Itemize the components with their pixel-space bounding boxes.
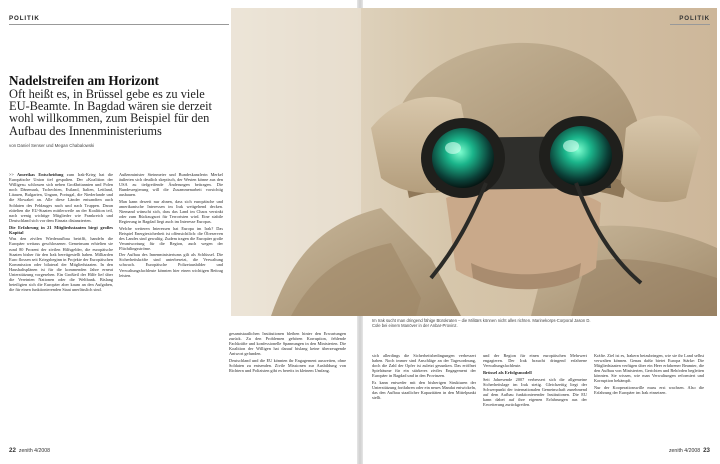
lead-in: >> Amerikas Entscheidung: [9, 172, 64, 177]
magazine-issue-left: zenith 4/2008: [18, 448, 51, 454]
page-number-right: 23: [703, 447, 710, 454]
section-rule-right: [670, 24, 710, 25]
body-text: zum Irak-Krieg hat die Europäische Union tief gespalten. Der »Koalition der Willigen« schlossen sich neben Großbritannien und Polen noch Dänemark, Tschechien, Estland, Italien, Lettland, Litauen, Bulgarien, Ungarn, Portugal, die Niederlande und die Slowakei an. Alle diese Länder entsandten auch Soldaten des Feldzuges nach und nach Truppen. Daran rüttelten die EU-Staaten mittlerweile an der Koalition teil, nach wenig wichtige Mitglieder wie Frankreich und Deutschland sich vor dem Einsatz distanzierten.: [9, 172, 113, 223]
magazine-issue-right: zenith 4/2008: [668, 448, 701, 454]
folio-right: [669, 447, 710, 454]
text-column-6: [594, 353, 704, 396]
text-column-1: [9, 172, 113, 294]
body-text: Was den zivilen Wiederaufbau betrifft, handeln die Europäer weitaus geschlossener. Gemeinsam erhielten sie rund 80 Prozent der zivilen Hilfsgelder, die europäische Staaten bisher für den Irak bereitgestellt haben. Milliarden Euro flossen seit Kriegsbeginn in Projekte der Europäischen Kommission oder bilateral der Mitgliedstaaten. In den Haushaltsplänen ist für die kommenden Jahre erneut Unterstützung vorgesehen. Ein Großteil der Hilfe lief über die Vereinten Nationen oder die Weltbank. Bislang beteiligten sich die Europäer aber kaum an den Aufgaben, die für einen funktionierenden Staat unerlässlich sind.: [9, 236, 113, 293]
body-text: Außenminister Steinmeier und Bundeskanzlerin Merkel äußerten sich deutlich skeptisch, der Westen könne aus den USA zu tiefgreifende Änderungen beitragen. Die Bundesregierung will die Zusammenarbeit vorsichtig ausbauen.: [119, 172, 223, 198]
body-text: Es kann entweder mit den bisherigen Strukturen der Unterstützung fortfahren oder ein neues Mandat entwickeln, das den Aufbau staatlicher Kapazitäten in den Mittelpunkt stellt.: [372, 379, 476, 401]
subheading: Die Erfahrung in 21 Mitgliedsstaaten birgt großes Kapital: [9, 225, 113, 236]
body-text: und der Region für einen europäischen Mehrwert engagieren. Der Irak braucht dringend erfahrene Verwaltungsfachleute.: [483, 353, 587, 369]
text-column-4: [372, 353, 476, 401]
section-label-left: POLITIK: [9, 15, 40, 22]
subheading: Brüssel als Erfolgsmodell: [483, 370, 532, 376]
body-text: Nur der Kooperationswille muss erst wachsen. Also die Erfahrung der Europäer im Irak einsetzen.: [594, 384, 704, 395]
body-text: Der Aufbau des Innenministeriums gilt als Schlüssel. Die Sicherheitskräfte sind unterbesetzt, die Verwaltung schwach. Europäische Polizeiausbilder und Verwaltungsfachleute könnten hier einen wichtigen Beitrag leisten.: [119, 252, 223, 278]
body-text: Welche weiteren Interessen hat Europa im Irak? Das Beispiel Energiesicherheit ist offensichtlich: die Ölreserven des Landes sind gewaltig. Zudem tragen die Europäer große Verantwortung für die Region, auch wegen der Flüchtlingsströme.: [119, 225, 223, 251]
body-text: Man kann derzeit nur ahnen, dass sich europäische und amerikanische Interessen im Irak weitgehend decken. Niemand wünscht sich, dass das Land im Chaos versinkt oder zum Rückzugsort für Terroristen wird. Eine stabile Regierung in Bagdad liegt auch im Interesse Europas.: [119, 198, 223, 225]
section-rule-left: [9, 24, 229, 25]
body-text: Deutschland und die EU könnten ihr Engagement ausweiten, ohne Soldaten zu entsenden. Zivile Missionen zur Ausbildung von Richtern und Polizisten gibt es bereits in kleinem Umfang.: [229, 357, 346, 373]
photo-caption: Im Irak sucht man dringend fähige Bürokraten – die Militärs können nicht alles richten. Marinekorps-Corporal Jason D. Cole bei einem Manöver in der Anbar-Provinz.: [372, 318, 591, 329]
body-text: Kräfte. Ziel ist es, Irakern beizubringen, wie sie ihr Land selbst verwalten können. Genau dafür bietet Europa Stärke: Die Mitgliedstaaten verfügen über ein Heer erfahrener Beamter, die den Aufbau von Ministerien, Gerichten und Behörden begleiten könnten. Sie wissen, wie man Verwaltungen reformiert und Korruption bekämpft.: [594, 353, 704, 384]
article-photo: [231, 8, 717, 316]
body-text: sich allerdings die Sicherheitsbedingungen verbessert haben. Noch immer sind Anschläge an der Tagesordnung, doch die Zahl der Opfer ist zuletzt gesunken. Das eröffnet Spielräume für ein stärkeres ziviles Engagement der Europäer in Bagdad und in den Provinzen.: [372, 353, 476, 379]
body-text: gesamtstaatlichen Institutionen bleiben hinter den Erwartungen zurück. Zu den Problemen gehören Korruption, fehlende Fachkräfte und konfessionelle Spannungen in den Ministerien. Die Koalition der Willigen hat darauf bislang keine überzeugende Antwort gefunden.: [229, 331, 346, 357]
article-deck: Oft heißt es, in Brüssel gebe es zu viele EU-Beamte. In Bagdad wären sie derzeit wohl willkommen, zum Beispiel für den Aufbau des Innenministeriums: [9, 87, 212, 138]
body-text: Seit Jahresende 2007 verbessert sich die allgemeine Sicherheitslage im Irak stetig. Gleichzeitig liegt der Schwerpunkt der internationalen Gemeinschaft zunehmend auf dem Aufbau funktionierender Institutionen. Die EU kann dabei auf ihre eigenen Erfahrungen aus der Erweiterung zurückgreifen.: [483, 376, 587, 408]
section-label-right: POLITIK: [679, 15, 710, 22]
soldier-with-binoculars-photo: [231, 8, 717, 316]
article-byline: von Daniel Senser und Megan Chabalowski: [9, 143, 95, 148]
text-column-2: [119, 172, 223, 279]
folio-left: [9, 447, 50, 454]
text-column-3: [229, 331, 346, 374]
article-headline: Nadelstreifen am Horizont: [9, 73, 159, 88]
text-column-5: [483, 353, 587, 408]
page-number-left: 22: [9, 447, 16, 454]
